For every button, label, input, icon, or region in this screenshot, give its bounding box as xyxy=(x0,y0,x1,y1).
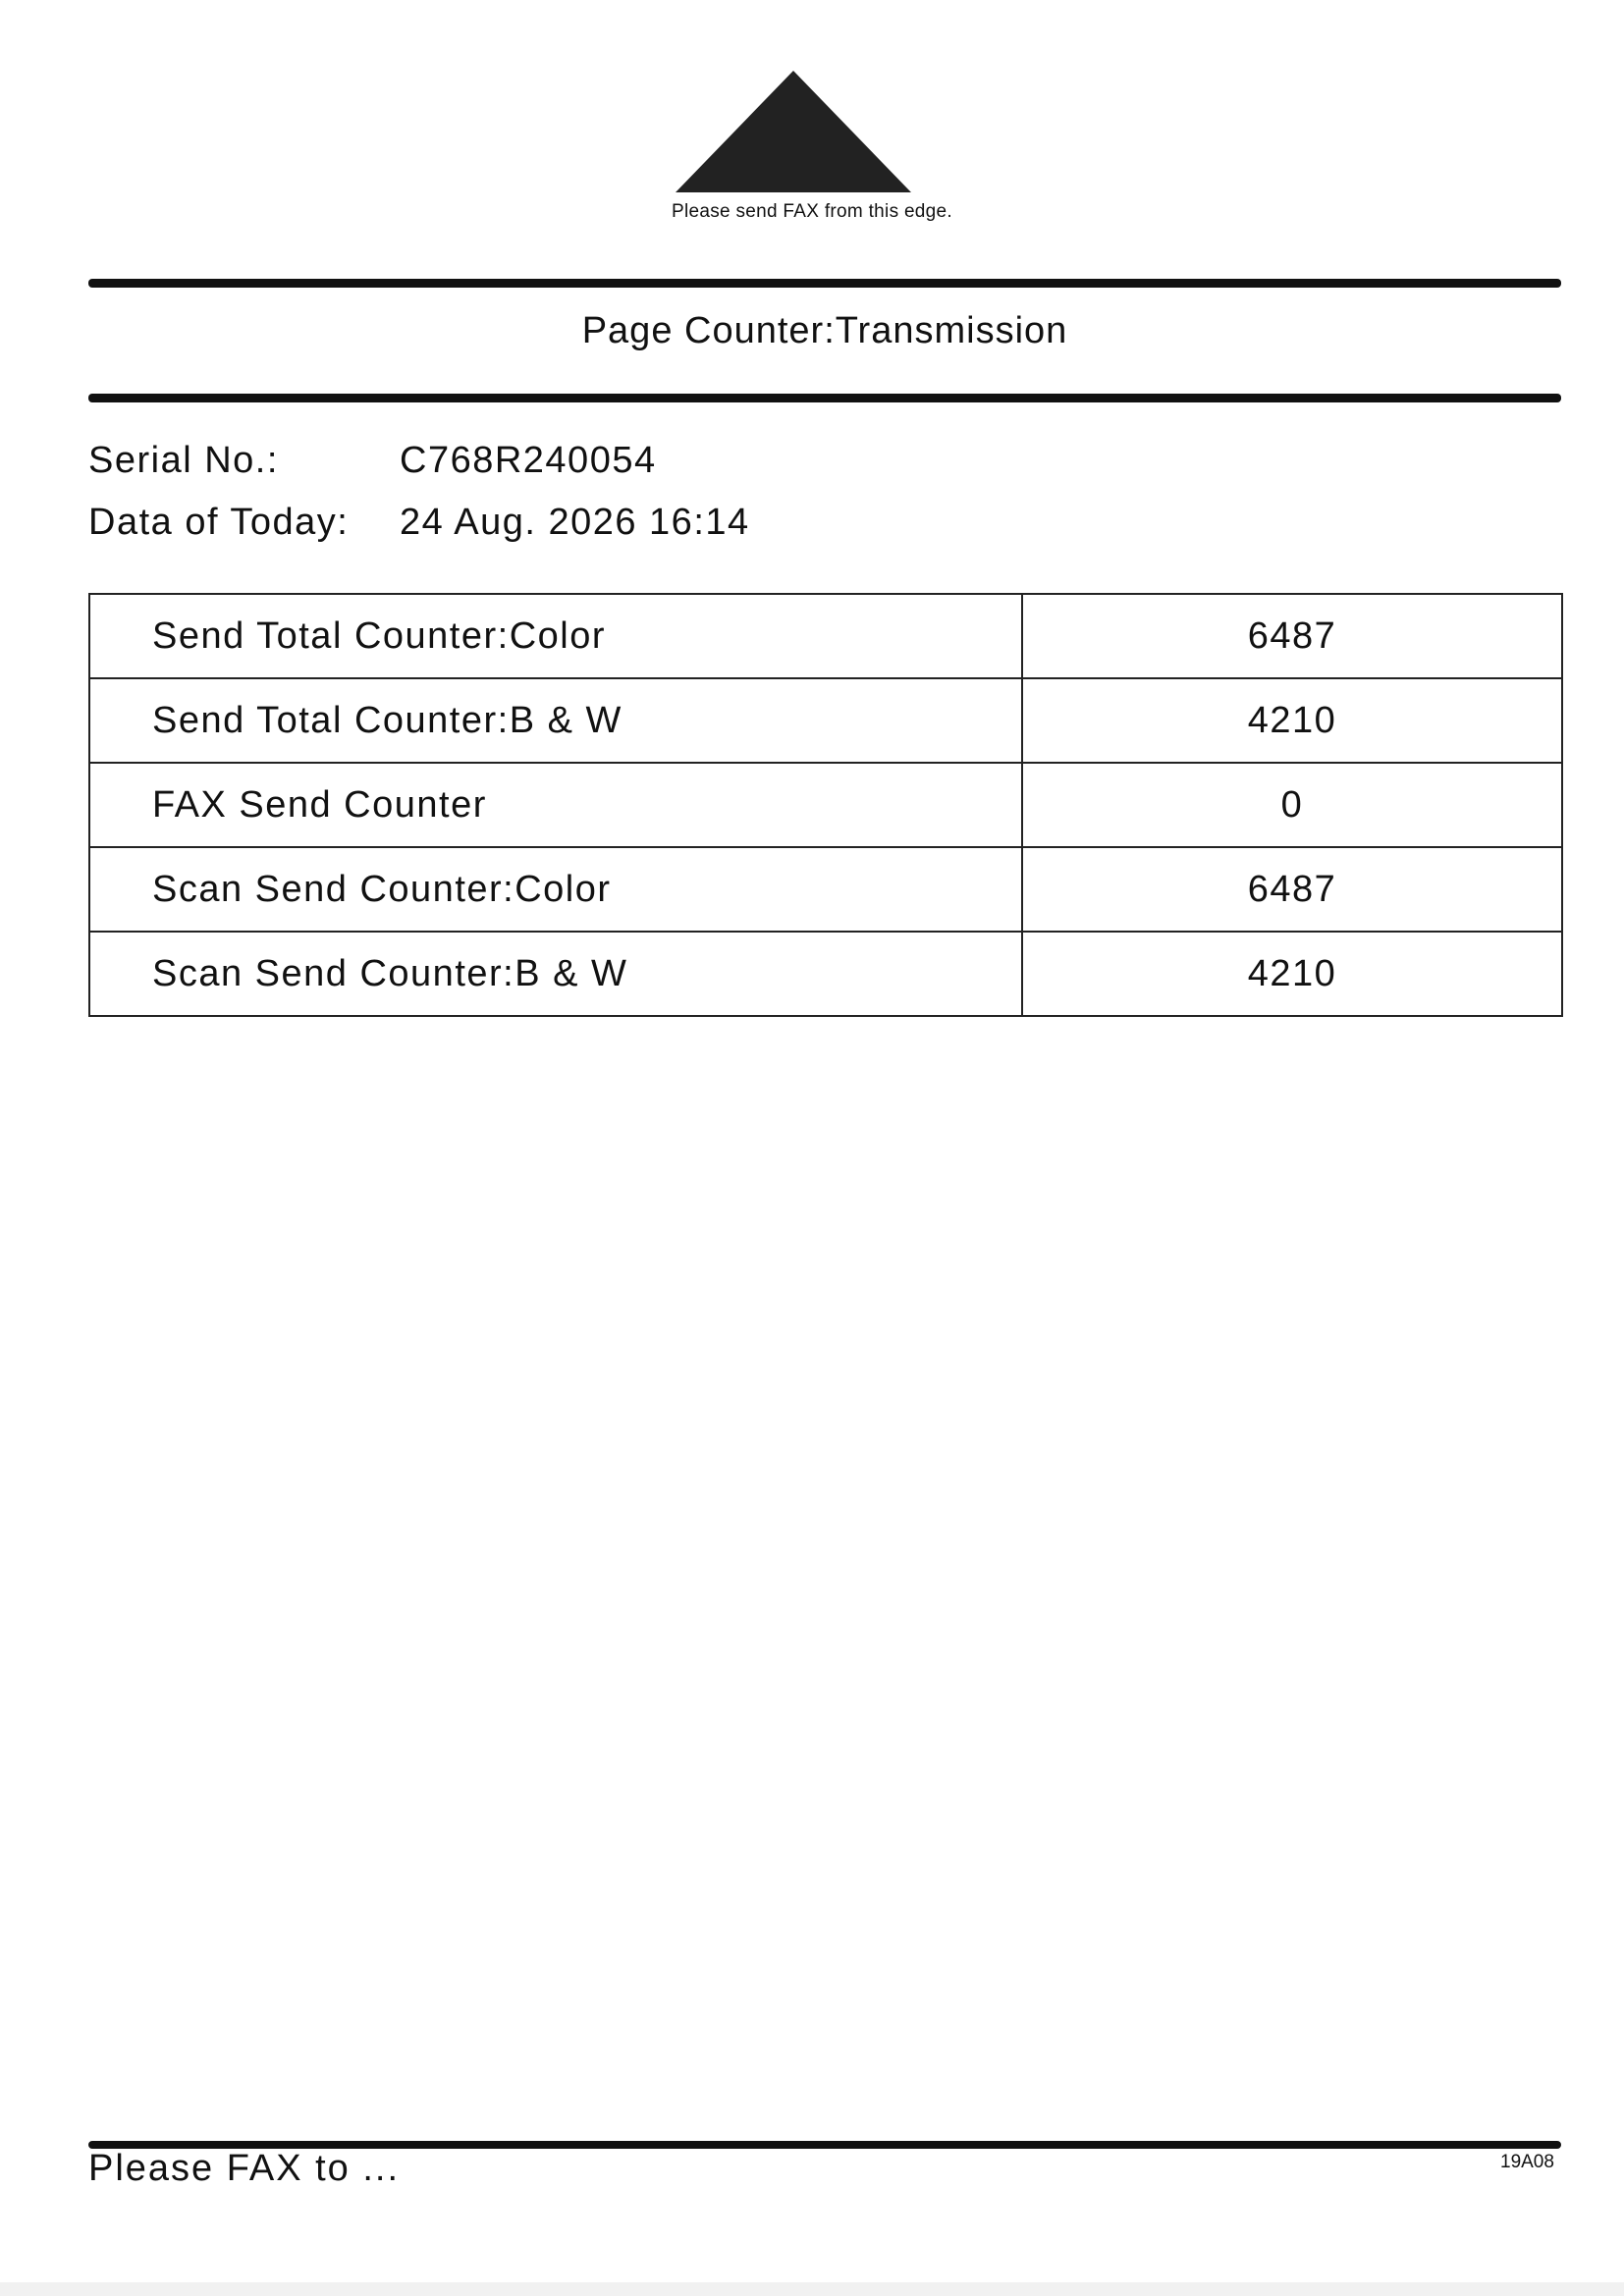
counter-value: 6487 xyxy=(1022,847,1562,932)
header-top-rule xyxy=(88,279,1561,288)
header-bottom-rule xyxy=(88,394,1561,402)
counter-name: Send Total Counter:B & W xyxy=(89,678,1022,763)
date-of-today-row xyxy=(88,502,750,544)
table-row xyxy=(89,678,1562,763)
counter-value: 0 xyxy=(1022,763,1562,847)
fax-edge-note: Please send FAX from this edge. xyxy=(671,201,952,222)
scan-edge-shade xyxy=(0,2282,1624,2296)
counter-name: Scan Send Counter:B & W xyxy=(89,932,1022,1016)
counter-name: FAX Send Counter xyxy=(89,763,1022,847)
table-row xyxy=(89,763,1562,847)
form-code: 19A08 xyxy=(1500,2152,1554,2172)
fax-to-text: Please FAX to ... xyxy=(88,2148,401,2189)
counter-name: Send Total Counter:Color xyxy=(89,594,1022,678)
date-of-today-value: 24 Aug. 2026 16:14 xyxy=(400,502,750,543)
serial-number-label: Serial No.: xyxy=(88,440,279,481)
counter-table xyxy=(88,593,1563,1017)
counter-value: 4210 xyxy=(1022,932,1562,1016)
triangle-up-icon xyxy=(676,71,911,192)
counter-value: 4210 xyxy=(1022,678,1562,763)
table-row xyxy=(89,932,1562,1016)
page-title: Page Counter:Transmission xyxy=(581,310,1068,351)
table-row xyxy=(89,847,1562,932)
counter-value: 6487 xyxy=(1022,594,1562,678)
date-of-today-label: Data of Today: xyxy=(88,502,350,543)
serial-number-row xyxy=(88,440,657,482)
serial-number-value: C768R240054 xyxy=(400,440,657,481)
counter-name: Scan Send Counter:Color xyxy=(89,847,1022,932)
table-row xyxy=(89,594,1562,678)
